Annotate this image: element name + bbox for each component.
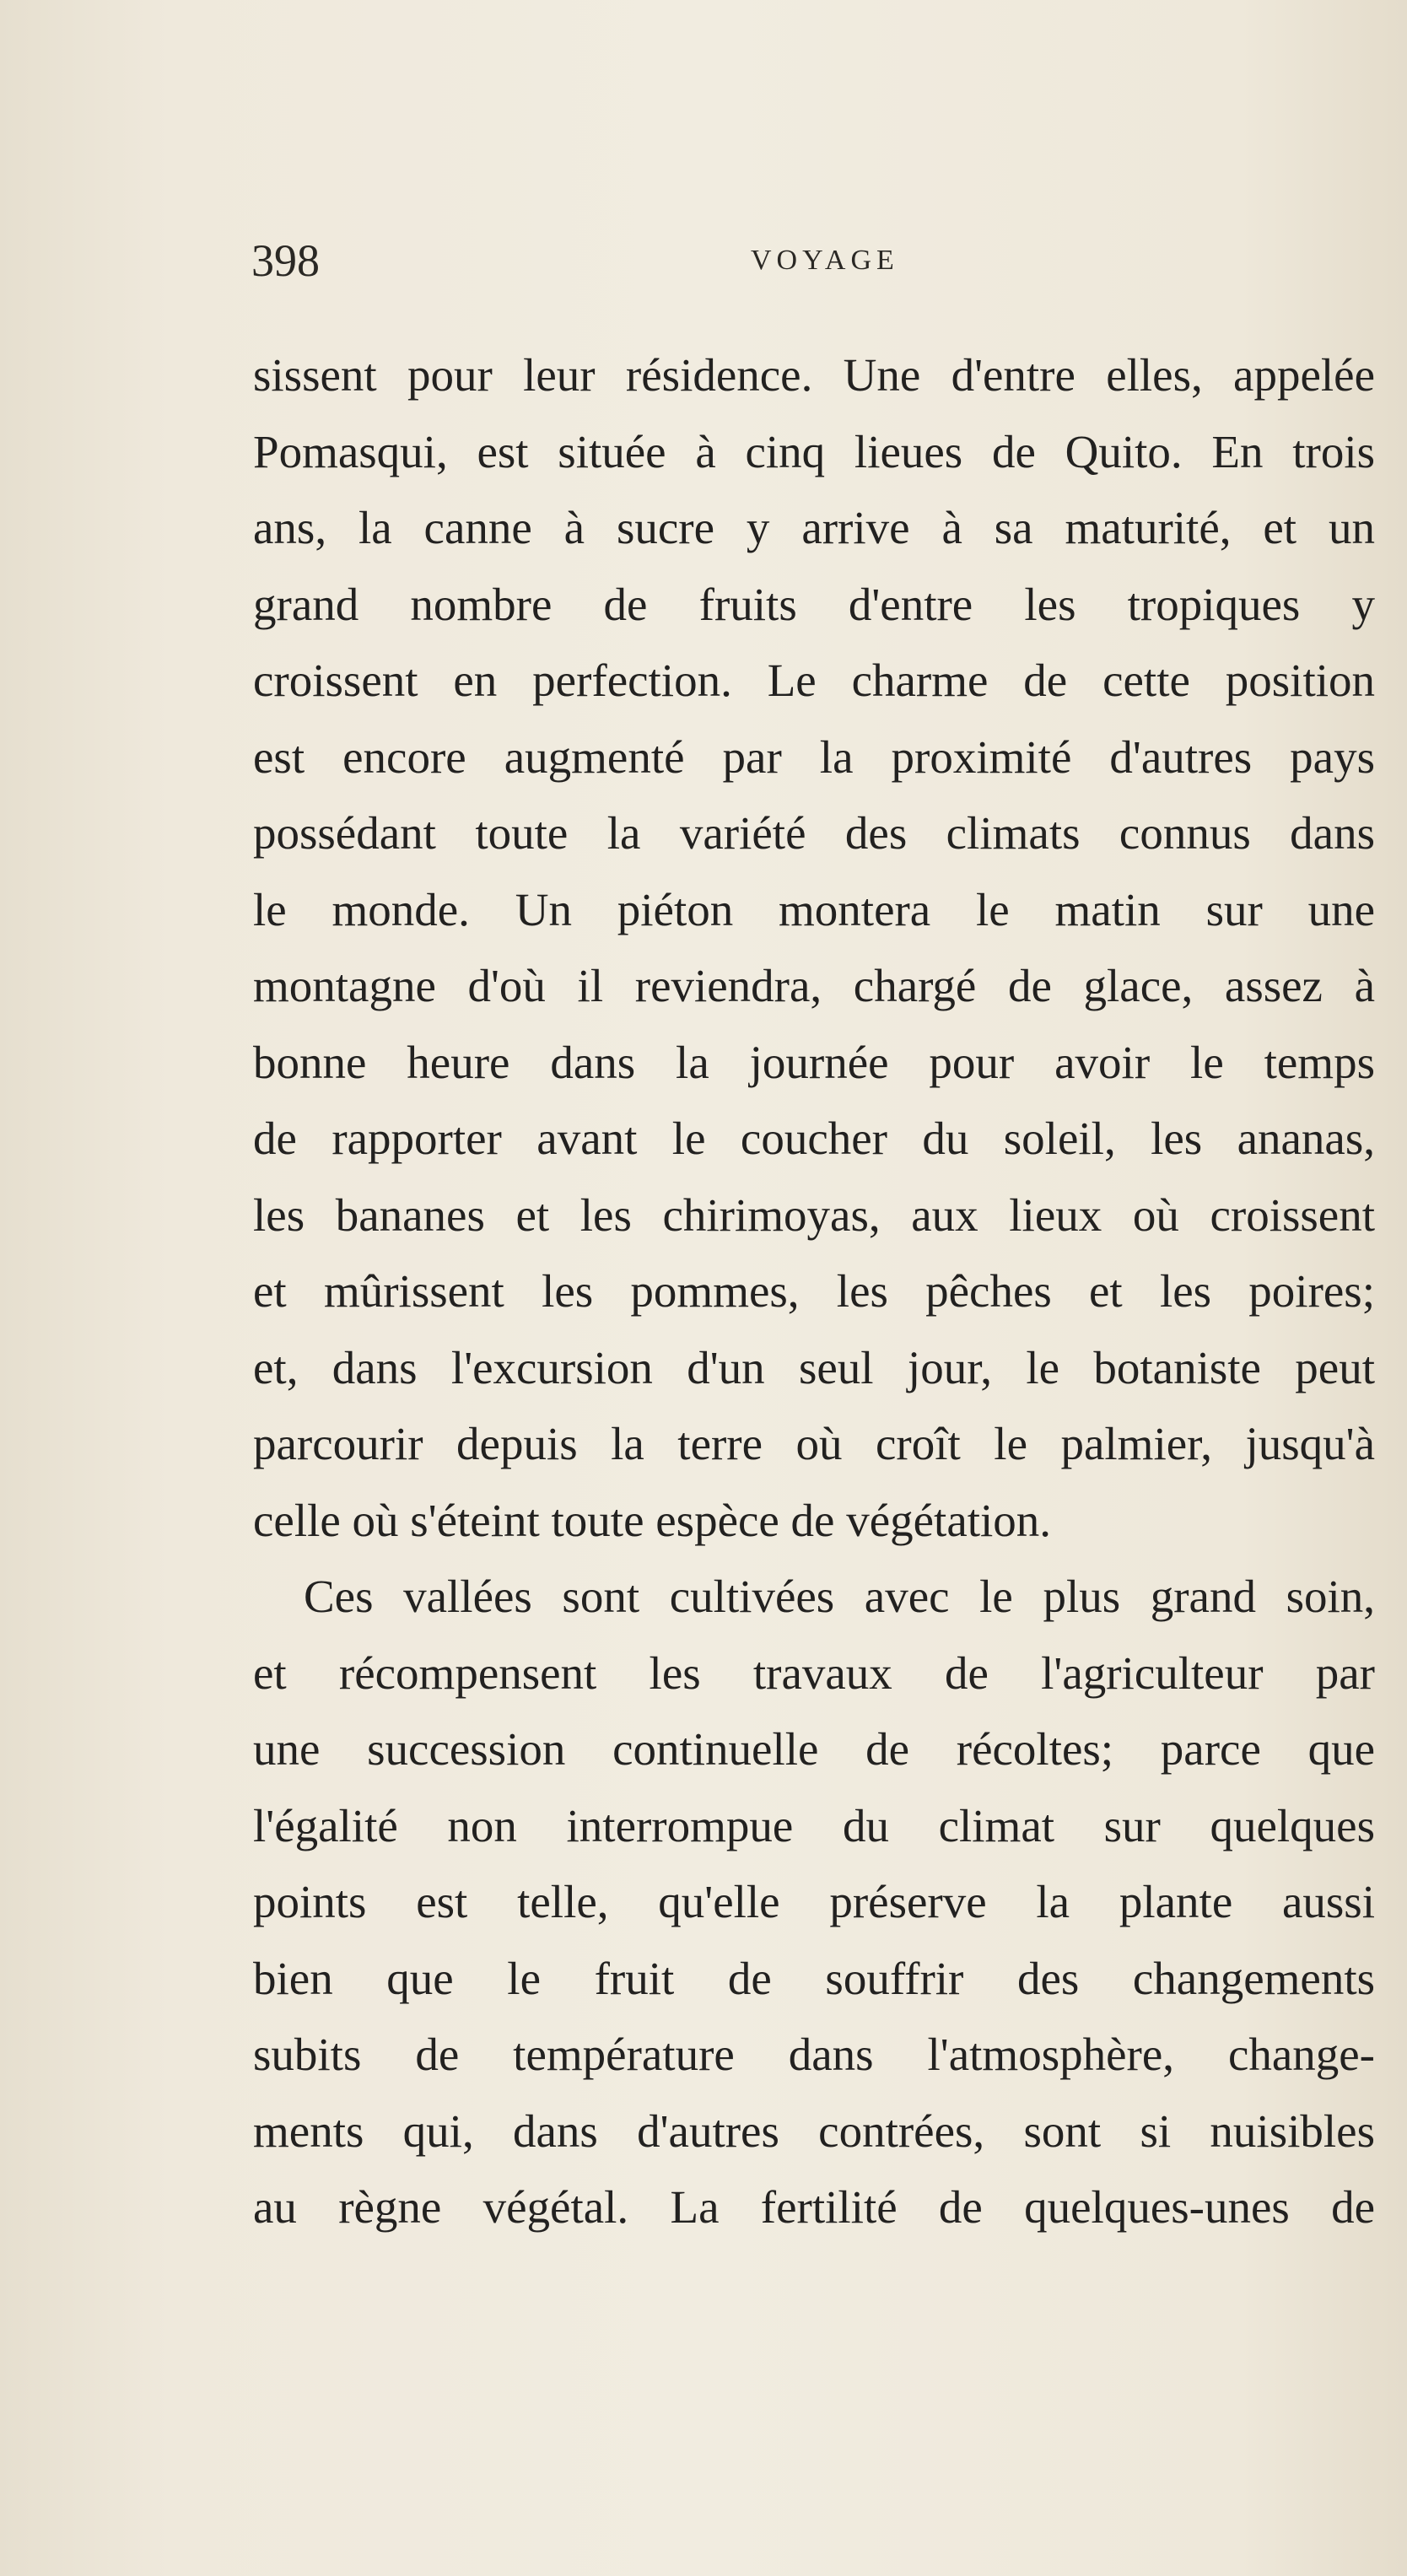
text-line: subits de température dans l'atmosphère, change- — [253, 2029, 1375, 2080]
text-line: sissent pour leur résidence. Une d'entre elles, appelée — [253, 349, 1375, 401]
text-line: croissent en perfection. Le charme de cette position — [253, 655, 1375, 706]
text-line: de rapporter avant le coucher du soleil, les ananas, — [253, 1113, 1375, 1164]
page-header — [0, 234, 1407, 302]
text-line: le monde. Un piéton montera le matin sur une — [253, 883, 1375, 935]
text-line: les bananes et les chirimoyas, aux lieux où croissent — [253, 1188, 1375, 1241]
text-line: montagne d'où il reviendra, chargé de glace, assez à — [253, 960, 1375, 1011]
text-line: grand nombre de fruits d'entre les tropiques y — [253, 578, 1375, 630]
text-line: ments qui, dans d'autres contrées, sont si nuisibles — [253, 2104, 1375, 2157]
text-line: et mûrissent les pommes, les pêches et les poires; — [253, 1265, 1375, 1317]
text-line: Pomasqui, est située à cinq lieues de Quito. En trois — [253, 425, 1375, 477]
text-line: celle où s'éteint toute espèce de végétation. — [253, 1494, 1052, 1546]
body-text — [253, 337, 1375, 2246]
text-line: et récompensent les travaux de l'agriculteur par — [253, 1646, 1375, 1699]
text-line: et, dans l'excursion d'un seul jour, le botaniste peut — [253, 1341, 1375, 1393]
text-line: parcourir depuis la terre où croît le palmier, jusqu'à — [253, 1418, 1375, 1469]
text-line: points est telle, qu'elle préserve la plante aussi — [253, 1876, 1375, 1927]
text-line: est encore augmenté par la proximité d'autres pays — [253, 730, 1375, 783]
page-number: 398 — [251, 235, 320, 286]
text-line: ans, la canne à sucre y arrive à sa maturité, et un — [253, 502, 1375, 553]
text-line: au règne végétal. La fertilité de quelques-unes de — [253, 2181, 1375, 2233]
text-line: possédant toute la variété des climats connus dans — [253, 807, 1375, 859]
running-title: VOYAGE — [751, 245, 899, 276]
paragraph-first-line: Ces vallées sont cultivées avec le plus grand soin, — [304, 1571, 1375, 1622]
text-line: bien que le fruit de souffrir des changements — [253, 1952, 1375, 2004]
text-line: l'égalité non interrompue du climat sur quelques — [253, 1799, 1375, 1851]
text-line: une succession continuelle de récoltes; parce que — [253, 1723, 1375, 1775]
text-line: bonne heure dans la journée pour avoir le temps — [253, 1036, 1375, 1088]
